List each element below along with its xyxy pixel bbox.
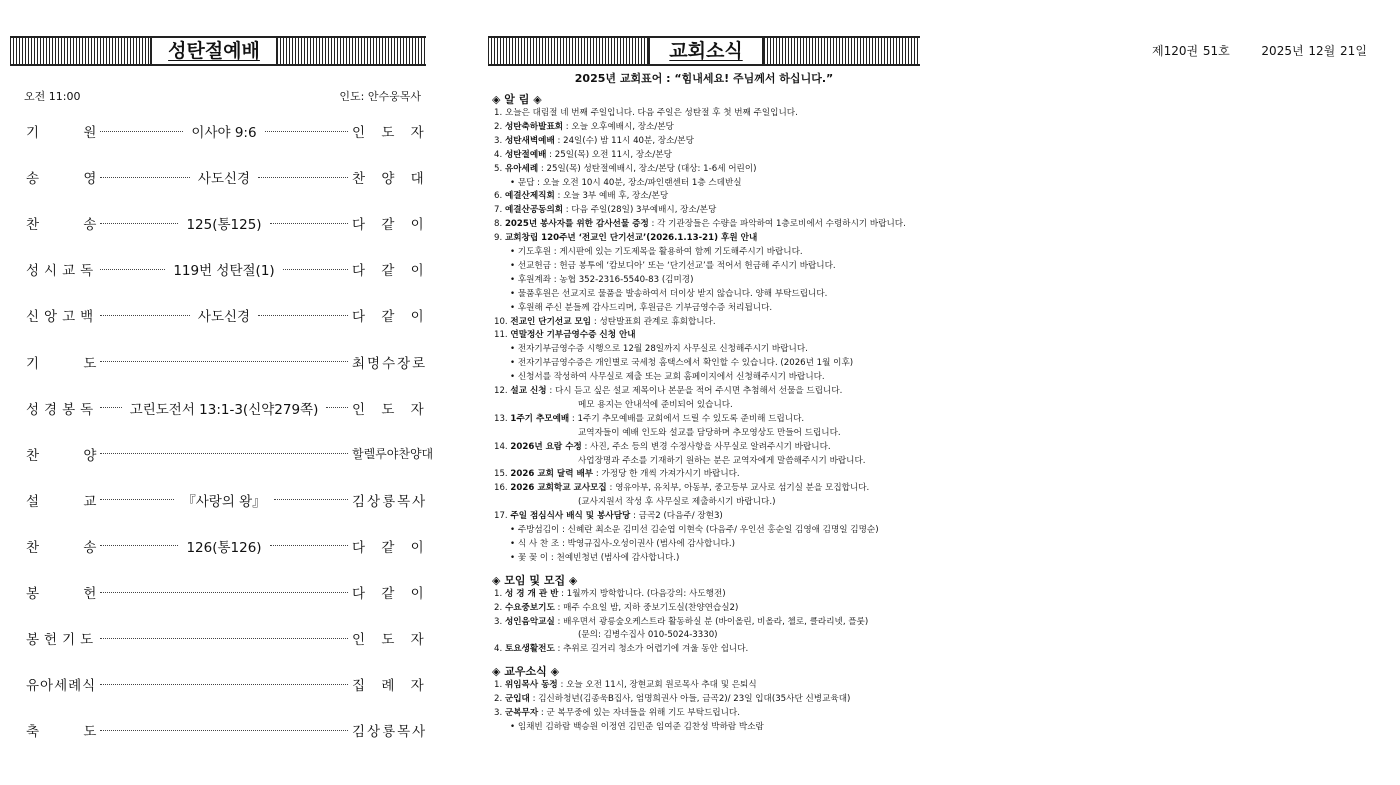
news-line-heading: 2026년 요람 수정 — [510, 441, 582, 452]
news-line-number: • — [510, 302, 518, 313]
order-person: 다 같 이 — [352, 539, 424, 556]
news-line-text: 메모 용지는 안내석에 준비되어 있습니다. — [578, 399, 733, 410]
edition-date: 2025년 12월 21일 — [1261, 44, 1367, 58]
dotted-leader — [100, 131, 183, 132]
news-line — [494, 274, 922, 288]
order-content: 119번 성탄절(1) — [173, 263, 275, 280]
news-line — [494, 107, 922, 121]
order-person: 집 례 자 — [352, 678, 424, 695]
news-line — [494, 329, 922, 343]
news-line-text: : 배우면서 광릉숲오케스트라 활동하실 분 (바이올린, 비올라, 첼로, 클라리넷, 플룻) — [554, 616, 869, 627]
order-item: 설 교 — [26, 493, 97, 510]
order-item: 성경봉독 — [26, 401, 99, 418]
order-person: 다 같 이 — [352, 586, 424, 602]
order-row — [26, 397, 422, 419]
dotted-leader — [274, 499, 348, 500]
news-line — [494, 524, 922, 538]
order-row — [26, 166, 422, 188]
news-line — [494, 149, 922, 163]
news-line-heading: 성 경 개 관 반 — [504, 588, 559, 599]
news-line-number: • — [510, 247, 518, 257]
dotted-leader — [100, 361, 348, 362]
news-line-text: 물품후원은 선교지로 물품을 발송하여서 더이상 받지 않습니다. 양해 부탁드립니다. — [517, 288, 828, 299]
news-line — [494, 643, 922, 657]
news-line-text: : 오늘 오후예배시, 장소/본당 — [563, 121, 674, 132]
news-line-text: : 매주 수요일 밤, 지하 중보기도실(찬양연습실2) — [554, 602, 739, 613]
news-line-heading: 2025년 봉사자를 위한 감사선물 증정 — [504, 219, 649, 230]
news-line — [494, 629, 922, 643]
order-row — [26, 443, 434, 465]
news-line-text: : 24일(수) 밤 11시 40분, 장소/본당 — [554, 135, 694, 146]
news-line-number: 1. — [494, 108, 505, 118]
news-line-heading: 성탄축하발표회 — [504, 121, 564, 132]
news-line-heading: 토요생활전도 — [504, 644, 555, 655]
news-line-number: • — [510, 538, 518, 549]
order-item: 축 도 — [26, 724, 97, 741]
news-section-title: ◈ 교우소식 ◈ — [492, 665, 560, 679]
news-line-text: : 25일(목) 성탄절예배시, 장소/본당 (대상: 1-6세 어린이) — [538, 163, 757, 174]
order-item: 찬 송 — [26, 217, 97, 234]
news-line-text: : 군 복무중에 있는 자녀들을 위해 기도 부탁드립니다. — [538, 708, 740, 718]
news-line — [494, 616, 922, 630]
news-line-number: 16. — [494, 483, 511, 494]
dotted-leader — [100, 269, 165, 270]
news-line-text: : 다시 듣고 싶은 설교 제목이나 본문을 적어 주시면 추첨해서 선물을 드립니다. — [546, 386, 843, 396]
news-line-number: • — [510, 358, 518, 369]
news-line-number: 4. — [494, 644, 505, 655]
news-line-number: • — [510, 372, 518, 383]
news-line-number: 5. — [494, 163, 505, 174]
news-line — [494, 496, 922, 510]
news-line-heading: 군입대 — [504, 694, 530, 705]
dotted-leader — [100, 315, 190, 316]
dotted-leader — [100, 592, 348, 593]
news-line — [494, 707, 922, 721]
order-person: 다 같 이 — [352, 217, 424, 234]
order-person: 찬 양 대 — [352, 171, 424, 188]
order-content: 사도신경 — [197, 171, 251, 188]
dotted-leader — [100, 638, 348, 639]
worship-header-bar — [10, 36, 426, 66]
news-line-text: 전자기부금영수증 시행으로 12월 28일까지 사무실로 신청해주시기 바랍니다. — [517, 344, 808, 355]
news-line-number: 4. — [494, 149, 505, 160]
news-line — [494, 190, 922, 204]
news-line-heading: 2026 교회 달력 배부 — [510, 469, 594, 480]
order-row — [26, 673, 422, 695]
news-line-text: : 1월까지 방학합니다. (다음강의: 사도행전) — [558, 588, 726, 599]
news-line-heading: 위임목사 동정 — [504, 680, 558, 691]
order-content: 이사야 9:6 — [191, 125, 257, 141]
news-line-number: 3. — [494, 708, 505, 718]
order-row — [26, 120, 422, 142]
news-line-number: 9. — [494, 233, 505, 244]
news-line-heading: 2026 교회학교 교사모집 — [510, 483, 607, 494]
news-line-heading: 1주기 추모예배 — [510, 413, 570, 424]
news-line — [494, 468, 922, 482]
news-section-title: ◈ 알 림 ◈ — [492, 93, 542, 106]
order-item: 찬 양 — [26, 447, 97, 464]
news-line-number: 15. — [494, 469, 511, 480]
order-item: 봉 헌 — [26, 586, 97, 602]
edition-info — [1152, 42, 1367, 59]
news-line — [494, 413, 922, 427]
news-line-heading: 성탄새벽예배 — [504, 135, 555, 146]
news-line-text: 문답 : 오늘 오전 10시 40분, 장소/파인랜센터 1층 스데반실 — [517, 177, 742, 188]
news-line-number: 1. — [494, 588, 505, 599]
news-line-text: 신청서를 작성하여 사무실로 제출 또는 교회 홈페이지에서 신청해주시기 바랍니다. — [517, 372, 825, 383]
order-person: 김상룡목사 — [352, 493, 428, 510]
news-line — [494, 602, 922, 616]
news-line-number: • — [510, 721, 518, 732]
order-item: 성시교독 — [26, 263, 99, 280]
dotted-leader — [100, 730, 348, 731]
news-line-text: : 오늘 3부 예배 후, 장소/본당 — [554, 191, 669, 202]
dotted-leader — [270, 223, 348, 224]
order-content: 고린도전서 13:1-3(신약279쪽) — [129, 401, 319, 418]
dotted-leader — [100, 684, 348, 685]
news-line-number: 6. — [494, 191, 505, 202]
news-line-text: : 추위로 길거리 청소가 어렵기에 겨울 동안 쉽니다. — [554, 644, 749, 655]
news-line-text: : 성탄발표회 관계로 휴회합니다. — [591, 316, 716, 327]
news-line-heading: 성탄절예배 — [504, 149, 547, 160]
dotted-leader — [100, 407, 122, 408]
news-line-number: • — [510, 274, 518, 285]
news-line-number: 2. — [494, 694, 505, 705]
news-line — [494, 588, 922, 602]
news-line-number: 2. — [494, 121, 505, 132]
news-line — [494, 441, 922, 455]
news-line-heading: 전교인 단기선교 모임 — [510, 316, 592, 327]
news-line-text: 기도후원 : 게시판에 있는 기도제목을 활용하여 함께 기도해주시기 바랍니다. — [517, 247, 803, 257]
dotted-leader — [258, 315, 348, 316]
order-item: 찬 송 — [26, 539, 97, 556]
order-row — [26, 581, 422, 603]
news-line — [494, 552, 922, 566]
news-line-text: : 가정당 한 개씩 가져가시기 바랍니다. — [593, 469, 740, 480]
news-line — [494, 246, 922, 260]
dotted-leader — [100, 223, 178, 224]
news-line — [494, 204, 922, 218]
news-line — [494, 343, 922, 357]
news-line — [494, 385, 922, 399]
news-line-text: : 오늘 오전 11시, 장현교회 원로목사 추대 및 은퇴식 — [557, 680, 757, 691]
news-line-text: 교역자들이 예배 인도와 설교를 담당하며 추모영상도 만들어 드립니다. — [578, 427, 841, 438]
order-item: 기 원 — [26, 125, 97, 141]
order-person: 다 같 이 — [352, 309, 424, 326]
news-line-heading: 유아세례 — [504, 163, 539, 174]
worship-title: 성탄절예배 — [150, 38, 278, 64]
dotted-leader — [258, 177, 348, 178]
dotted-leader — [326, 407, 348, 408]
order-row — [26, 489, 428, 511]
news-line-text: 사업장명과 주소를 기재하기 원하는 분은 교역자에게 말씀해주시기 바랍니다. — [578, 455, 866, 466]
news-line — [494, 482, 922, 496]
news-line — [494, 693, 922, 707]
news-line-text: 후원계좌 : 농협 352-2316-5540-83 (김미경) — [517, 274, 694, 285]
order-content: 『사랑의 왕』 — [182, 493, 266, 510]
news-title: 교회소식 — [648, 38, 764, 64]
news-line-text: 주방섬김이 : 신혜란 최소운 김미선 김순엽 이현숙 (다음주/ 우인선 홍순일 김영애 김명일 김명순) — [517, 525, 879, 535]
news-line-text: : 25일(목) 오전 11시, 장소/본당 — [546, 149, 672, 160]
order-content: 126(통126) — [186, 539, 262, 556]
order-item: 유아세례식 — [26, 678, 97, 695]
news-line-text: : 사진, 주소 등의 변경 수정사항을 사무실로 알려주시기 바랍니다. — [581, 441, 831, 452]
service-time: 오전 11:00 — [24, 90, 81, 103]
order-person: 김상룡목사 — [352, 724, 428, 741]
news-line — [494, 455, 922, 469]
news-line-number: • — [510, 344, 518, 355]
news-line — [494, 260, 922, 274]
news-line-text: 후원해 주신 분들께 감사드리며, 후원금은 기부금영수증 처리됩니다. — [517, 302, 773, 313]
order-person: 최명수장로 — [352, 355, 428, 372]
dotted-leader — [283, 269, 348, 270]
news-line-number: 1. — [494, 680, 505, 691]
news-line-number: 11. — [494, 330, 511, 341]
order-row — [26, 351, 428, 373]
order-row — [26, 535, 422, 557]
order-item: 봉헌기도 — [26, 632, 99, 649]
news-line-number: 14. — [494, 441, 511, 452]
news-line — [494, 218, 922, 232]
news-section-title: ◈ 모임 및 모집 ◈ — [492, 573, 578, 587]
news-line-text: : 1주기 추모예배를 교회에서 드릴 수 있도록 준비해 드립니다. — [569, 413, 805, 424]
news-line — [494, 288, 922, 302]
news-line — [494, 538, 922, 552]
news-line — [494, 232, 922, 246]
news-line-number: 12. — [494, 386, 511, 396]
order-row — [26, 304, 422, 326]
order-content: 사도신경 — [197, 309, 251, 326]
news-line-text: (문의: 김병수집사 010-5024-3330) — [578, 630, 718, 641]
church-motto: 2025년 교회표어 : “힘내세요! 주님께서 하십니다.” — [574, 72, 834, 85]
news-line-number: • — [510, 288, 518, 299]
news-line — [494, 316, 922, 330]
service-meta — [24, 88, 421, 104]
church-news-panel — [488, 0, 920, 785]
news-line-number: 17. — [494, 511, 511, 522]
news-line — [494, 510, 922, 524]
news-line — [494, 163, 922, 177]
news-line — [494, 427, 922, 441]
news-line-number: 3. — [494, 616, 505, 627]
order-row — [26, 212, 422, 234]
news-line-text: 꽃 꽂 이 : 천예빈청년 (범사에 감사합니다.) — [517, 552, 680, 563]
news-line — [494, 135, 922, 149]
edition-volume: 제120권 51호 — [1152, 44, 1230, 58]
news-line — [494, 302, 922, 316]
news-line-number: 8. — [494, 219, 505, 230]
news-line — [494, 357, 922, 371]
order-item: 기 도 — [26, 355, 97, 372]
news-line-text: : 다음 주일(28일) 3부예배시, 장소/본당 — [563, 205, 717, 216]
news-line-number: 2. — [494, 602, 505, 613]
order-person: 인 도 자 — [352, 632, 424, 649]
news-line-heading: 주일 점심식사 배식 및 봉사담당 — [510, 511, 631, 522]
news-line — [494, 399, 922, 413]
order-row — [26, 627, 422, 649]
service-leader: 인도: 안수웅목사 — [339, 90, 421, 103]
news-line-heading: 성인음악교실 — [504, 616, 555, 627]
news-line-text: (교사지원서 작성 후 사무실로 제출하시기 바랍니다.) — [578, 497, 776, 508]
news-line-number: 7. — [494, 205, 505, 216]
order-row — [26, 258, 422, 280]
news-line — [494, 371, 922, 385]
news-line — [494, 721, 922, 735]
news-line — [494, 121, 922, 135]
dotted-leader — [100, 499, 174, 500]
dotted-leader — [265, 131, 348, 132]
news-line-number: • — [510, 177, 518, 188]
news-line-number: • — [510, 260, 518, 271]
news-line — [494, 679, 922, 693]
order-person: 다 같 이 — [352, 263, 424, 280]
news-line-text: : 금곡2 (다음주/ 장현3) — [630, 511, 723, 522]
news-line-heading: 설교 신청 — [510, 386, 547, 396]
dotted-leader — [100, 177, 190, 178]
worship-order-panel — [10, 0, 434, 785]
news-line-number: • — [510, 525, 518, 535]
news-line-number: • — [510, 552, 518, 563]
news-line-text: 오늘은 대림절 네 번째 주일입니다. 다음 주일은 성탄절 후 첫 번째 주일입니다. — [504, 108, 798, 118]
order-item: 신앙고백 — [26, 309, 99, 326]
news-line-text: 전자기부금영수증은 개인별로 국세청 홈택스에서 확인할 수 있습니다. (2026년 1월 이후) — [517, 358, 854, 369]
news-line-number: 13. — [494, 413, 511, 424]
news-line-text: 선교헌금 : 헌금 봉투에 ‘캄보디아’ 또는 ‘단기선교’를 적어서 헌금해 주시기 바랍니다. — [517, 260, 836, 271]
order-item: 송 영 — [26, 171, 97, 188]
order-person: 할렐루야찬양대 — [352, 447, 434, 462]
news-line-heading: 연말정산 기부금영수증 신청 안내 — [510, 330, 636, 341]
news-line-heading: 군복무자 — [504, 708, 539, 718]
news-line-text: : 김신하청년(김종욱B집사, 엄명희권사 아들, 금곡2)/ 23일 입대(35사단 신병교육대) — [529, 694, 851, 705]
dotted-leader — [100, 453, 348, 454]
news-line-heading: 예결산제직회 — [504, 191, 555, 202]
order-row — [26, 719, 428, 741]
news-line-number: 10. — [494, 316, 511, 327]
order-person: 인 도 자 — [352, 125, 424, 141]
news-header-bar — [488, 36, 920, 66]
news-line-heading: 예결산공동의회 — [504, 205, 564, 216]
dotted-leader — [100, 545, 178, 546]
news-line — [494, 177, 922, 191]
dotted-leader — [270, 545, 348, 546]
order-person: 인 도 자 — [352, 401, 424, 418]
news-line-text: 식 사 찬 조 : 박영규집사-오성이권사 (범사에 감사합니다.) — [517, 538, 736, 549]
order-content: 125(통125) — [186, 217, 262, 234]
news-line-heading: 교회창립 120주년 ‘전교인 단기선교’(2026.1.13-21) 후원 안내 — [504, 233, 758, 244]
news-line-text: 임채빈 김하람 백승원 이정연 김민준 임여준 김찬성 박하람 박소람 — [517, 721, 764, 732]
news-line-heading: 수요중보기도 — [504, 602, 555, 613]
news-line-text: : 영유아부, 유치부, 아동부, 중고등부 교사로 섬기실 분을 모집합니다. — [606, 483, 870, 494]
news-line-number: 3. — [494, 135, 505, 146]
news-line-text: : 각 기관장들은 수량을 파악하여 1층로비에서 수령하시기 바랍니다. — [648, 219, 906, 230]
